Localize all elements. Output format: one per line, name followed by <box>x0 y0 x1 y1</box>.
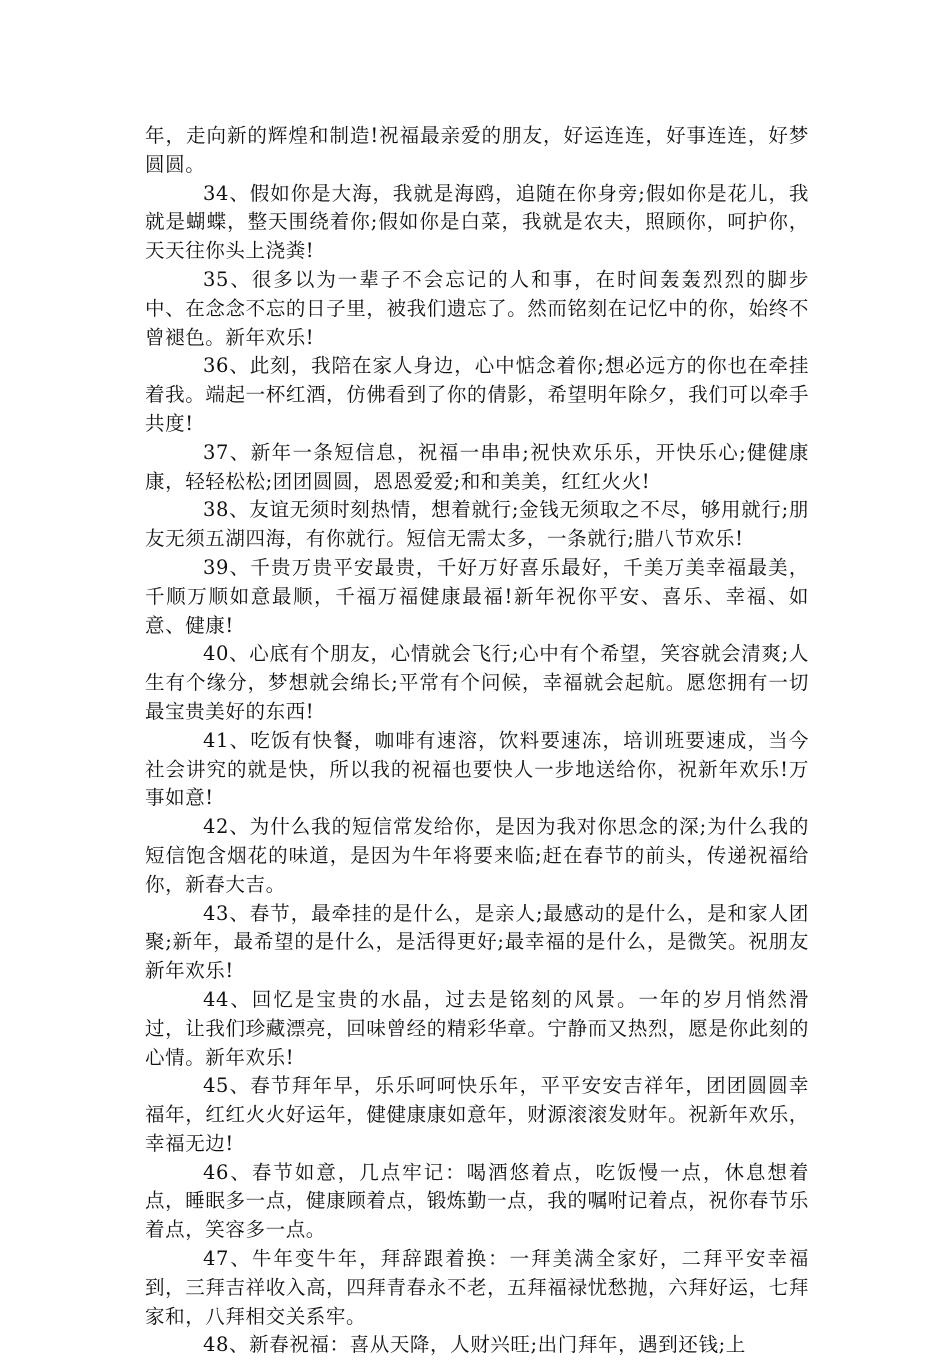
paragraph-35: 35、很多以为一辈子不会忘记的人和事，在时间轰轰烈烈的脚步中、在念念不忘的日子里，被我们遗忘了。然而铭刻在记忆中的你，始终不曾褪色。新年欢乐! <box>145 267 809 349</box>
paragraph-34: 34、假如你是大海，我就是海鸥，追随在你身旁;假如你是花儿，我就是蝴蝶，整天围绕着你;假如你是白菜，我就是农夫，照顾你，呵护你，天天往你头上浇粪! <box>145 181 809 263</box>
document-body <box>145 122 809 1360</box>
paragraph-44: 44、回忆是宝贵的水晶，过去是铭刻的风景。一年的岁月悄然滑过，让我们珍藏漂亮，回味曾经的精彩华章。宁静而又热烈，愿是你此刻的心情。新年欢乐! <box>145 987 809 1069</box>
paragraph-40: 40、心底有个朋友，心情就会飞行;心中有个希望，笑容就会清爽;人生有个缘分，梦想就会绵长;平常有个问候，幸福就会起航。愿您拥有一切最宝贵美好的东西! <box>145 642 809 723</box>
paragraph-47: 47、牛年变牛年，拜辞跟着换：一拜美满全家好，二拜平安幸福到，三拜吉祥收入高，四拜青春永不老，五拜福禄忧愁抛，六拜好运，七拜家和，八拜相交关系牢。 <box>145 1247 809 1328</box>
paragraph-45: 45、春节拜年早，乐乐呵呵快乐年，平平安安吉祥年，团团圆圆幸福年，红红火火好运年，健健康康如意年，财源滚滚发财年。祝新年欢乐，幸福无边! <box>145 1074 809 1155</box>
paragraph-41: 41、吃饭有快餐，咖啡有速溶，饮料要速冻，培训班要速成，当今社会讲究的就是快，所以我的祝福也要快人一步地送给你，祝新年欢乐!万事如意! <box>145 728 809 810</box>
paragraph-43: 43、春节，最牵挂的是什么，是亲人;最感动的是什么，是和家人团聚;新年，最希望的是什么，是活得更好;最幸福的是什么，是微笑。祝朋友新年欢乐! <box>145 901 809 983</box>
paragraph-39: 39、千贵万贵平安最贵，千好万好喜乐最好，千美万美幸福最美，千顺万顺如意最顺，千福万福健康最福!新年祝你平安、喜乐、幸福、如意、健康! <box>145 555 809 637</box>
paragraph-continuation: 年，走向新的辉煌和制造!祝福最亲爱的朋友，好运连连，好事连连，好梦圆圆。 <box>145 124 809 176</box>
paragraph-42: 42、为什么我的短信常发给你，是因为我对你思念的深;为什么我的短信饱含烟花的味道，是因为牛年将要来临;赶在春节的前头，传递祝福给你，新春大吉。 <box>145 815 809 896</box>
paragraph-48: 48、新春祝福：喜从天降，人财兴旺;出门拜年，遇到还钱;上 <box>203 1333 746 1357</box>
paragraph-37: 37、新年一条短信息，祝福一串串;祝快欢乐乐，开快乐心;健健康康，轻轻松松;团团圆圆，恩恩爱爱;和和美美，红红火火! <box>145 440 809 493</box>
paragraph-46: 46、春节如意，几点牢记：喝酒悠着点，吃饭慢一点，休息想着点，睡眠多一点，健康顾着点，锻炼勤一点，我的嘱咐记着点，祝你春节乐着点，笑容多一点。 <box>145 1160 809 1242</box>
paragraph-38: 38、友谊无须时刻热情，想着就行;金钱无须取之不尽，够用就行;朋友无须五湖四海，有你就行。短信无需太多，一条就行;腊八节欢乐! <box>145 498 809 551</box>
paragraph-36: 36、此刻，我陪在家人身边，心中惦念着你;想必远方的你也在牵挂着我。端起一杯红酒，仿佛看到了你的倩影，希望明年除夕，我们可以牵手共度! <box>145 354 809 435</box>
